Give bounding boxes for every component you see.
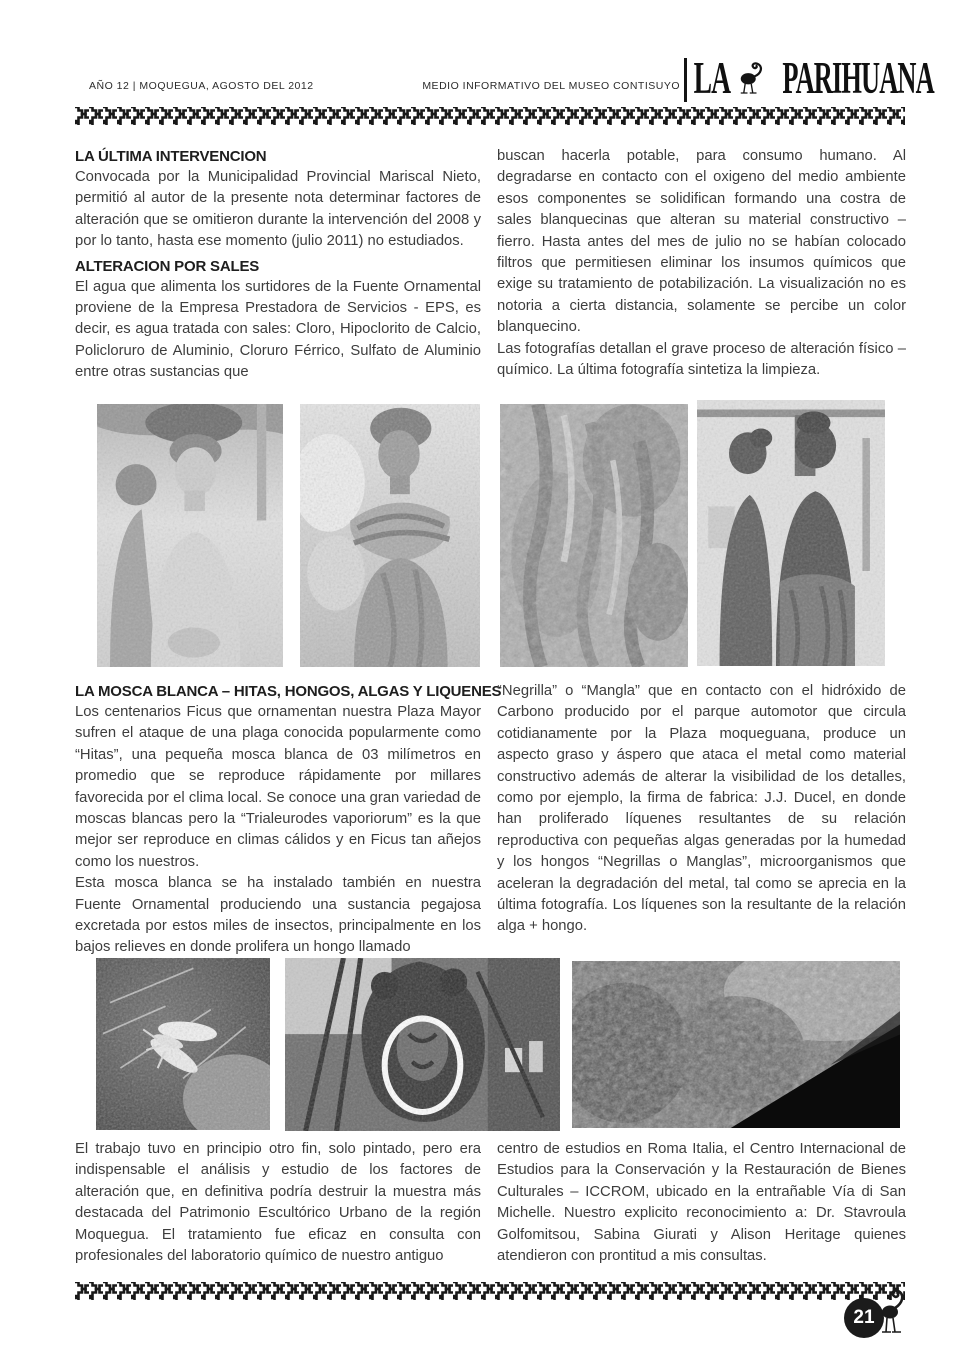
paragraph: Los centenarios Ficus que ornamentan nuestra Plaza Mayor sufren el ataque de una plaga conocida popularmente como “Hitas”, una pequeña mosca blanca de 03 milímetros en promedio que se reproduce rápidamente por millares favorecida por el clima local. Se conoce una gran variedad de moscas blancas pero la “Trialeurodes vaporiorum” es la que mejor ser reproduce en climas cálidos y en Ficus tan añejos como los nuestros.: [75, 704, 481, 870]
paragraph: buscan hacerla potable, para consumo humano. Al degradarse en contacto con el oxigeno del medio ambiente esos componentes se solidifican formando una costra de sales blanquecinas que alteran su material constructivo –fierro. Hasta antes del mes de julio no se habían colocado filtros que permitiesen eliminar los insumos químicos que exige su tratamiento de potabilización. La visualización no es notoria a cierta distancia, solamente se percibe un color blanquecino.: [497, 148, 906, 336]
section-title-sales: ALTERACION POR SALES: [75, 257, 260, 275]
whitefly-photo: [96, 958, 270, 1130]
flamingo-page-icon: [879, 1288, 907, 1340]
paragraph: Convocada por la Municipalidad Provincial Mariscal Nieto, permitió al autor de la presente nota determinar factores de alteración que se omitieron durante la intervención del 2008 y por lo tanto, hasta ese momento (julio 2011) no estudiados.: [75, 169, 481, 250]
section-title-ultima: LA ÚLTIMA INTERVENCION: [75, 148, 267, 165]
page-number: 21: [853, 1307, 875, 1328]
flamingo-logo-icon: [737, 59, 767, 97]
paragraph: Esta mosca blanca se ha instalado también en nuestra Fuente Ornamental produciendo una sustancia pegajosa excretada por estos miles de insectos, principalmente en los bajos relieves en donde prolifera un hongo llamado: [75, 875, 481, 956]
paragraph: Las fotografías detallan el grave proceso de alteración físico – químico. La última fotografía sintetiza la limpieza.: [497, 340, 906, 379]
statue-photo-2: [300, 404, 480, 667]
decorative-border-bottom: [75, 1281, 905, 1301]
masthead-divider: [684, 58, 687, 102]
masthead-la: LA: [693, 53, 731, 104]
section-title-mosca: LA MOSCA BLANCA – HITAS, HONGOS, ALGAS Y LIQUENES: [75, 683, 502, 700]
paragraph: El agua que alimenta los surtidores de la Fuente Ornamental proviene de la Empresa Prestadora de Servicios - EPS, es decir, es agua tratada con sales: Cloro, Hipoclorito de Calcio, Policloruro de Aluminio, Cloruro Férrico, Sulfato de Aluminio entre otras sustancias que: [75, 278, 481, 381]
paragraph: centro de estudios en Roma Italia, el Centro Internacional de Estudios para la Conservación y la Restauración de Bienes Culturales – ICCROM, ubicado en la entrañable Vía di San Michelle. Nuestro explicito reconocimiento a: Dr. Stavroula Golfomitsou, Sabina Giurati y Alison Heritage quienes atendieron con prontitud a mis consultas.: [497, 1141, 906, 1265]
decorative-border-top: [75, 106, 905, 126]
article-mosca-blanca-right: [497, 681, 906, 938]
statue-photo-3: [500, 404, 688, 667]
article-sales-continuation: [497, 146, 906, 381]
lichen-photo: [572, 961, 900, 1128]
edition-info: AÑO 12 | MOQUEGUA, AGOSTO DEL 2012: [89, 80, 314, 92]
paragraph: El trabajo tuvo en principio otro fin, solo pintado, pero era indispensable el análisis y estudio de los factores de alteración que, en definitiva podría destruir la muestra más destacada del Patrimonio Escultórico Urbano de la región Moquegua. El tratamiento fue eficaz en consulta con profesionales del laboratorio químico de nuestro antiguo: [75, 1141, 481, 1265]
lion-head-photo: [285, 958, 560, 1131]
publication-subtitle: MEDIO INFORMATIVO DEL MUSEO CONTISUYO: [422, 80, 680, 92]
closing-left: [75, 1139, 481, 1267]
statue-photo-1: [97, 404, 283, 667]
statue-photo-4: [697, 400, 885, 666]
masthead-name: PARIHUANA: [782, 53, 934, 104]
masthead: [684, 55, 944, 105]
paragraph: “Negrilla” o “Mangla” que en contacto con el hidróxido de Carbono producido por el parque automotor que circula cotidianamente por la Plaza moqueguana, produce un aspecto graso y áspero que ataca el metal como material constructivo además de alterar la visibilidad de los detalles, como por ejemplo, la firma de fabrica: J.J. Ducel, en donde han proliferado líquenes resultantes de su relación reproductiva con pequeñas algas generadas por la humedad y los hongos “Negrillas o Manglas”, microorganismos que aceleran la degradación del metal, tal como se aprecia en la última fotografía. Los líquenes son la resultante de la relación alga + hongo.: [497, 683, 906, 935]
closing-right: [497, 1139, 906, 1267]
article-mosca-blanca-left: [75, 681, 502, 959]
page-number-badge: [844, 1298, 884, 1338]
article-ultima-intervencion: [75, 146, 481, 384]
